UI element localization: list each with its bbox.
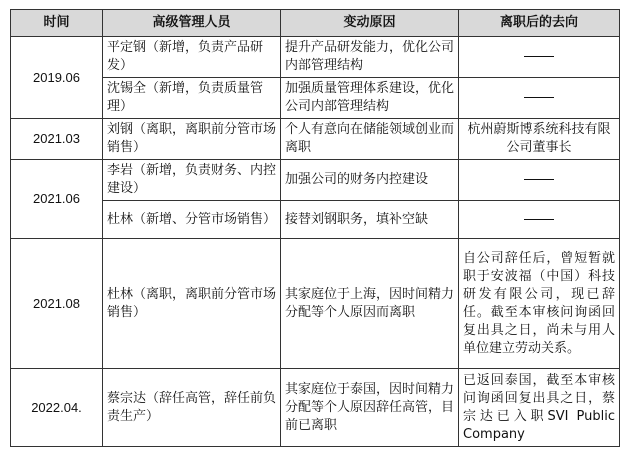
manager-cell: 杜林（新增、分管市场销售） xyxy=(103,201,281,239)
table-container xyxy=(10,9,619,447)
header-row xyxy=(11,10,620,37)
header-manager: 高级管理人员 xyxy=(103,10,281,37)
reason-cell: 接替刘钢职务，填补空缺 xyxy=(281,201,459,239)
reason-cell: 其家庭位于上海，因时间精力分配等个人原因而离职 xyxy=(281,239,459,369)
header-destination: 离职后的去向 xyxy=(459,10,620,37)
time-cell: 2019.06 xyxy=(11,37,103,119)
manager-cell: 沈锡全（新增，负责质量管理） xyxy=(103,78,281,119)
destination-cell: 杭州蔚斯博系统科技有限公司董事长 xyxy=(459,119,620,160)
manager-cell: 李岩（新增，负责财务、内控建设） xyxy=(103,160,281,201)
manager-cell: 刘钢（离职，离职前分管市场销售） xyxy=(103,119,281,160)
destination-cell: 自公司辞任后，曾短暂就职于安波福（中国）科技研发有限公司，现已辞任。截至本审核问询函回复出具之日，尚未与用人单位建立劳动关系。 xyxy=(459,239,620,369)
destination-cell xyxy=(459,160,620,201)
time-cell: 2021.08 xyxy=(11,239,103,369)
manager-cell: 蔡宗达（辞任高管，辞任前负责生产） xyxy=(103,369,281,447)
manager-cell: 杜林（离职，离职前分管市场销售） xyxy=(103,239,281,369)
reason-cell: 个人有意向在储能领域创业而离职 xyxy=(281,119,459,160)
table-row xyxy=(11,160,620,201)
management-change-table xyxy=(10,9,620,447)
manager-cell: 平定钢（新增，负责产品研发） xyxy=(103,37,281,78)
dash-mark xyxy=(524,179,554,180)
table-row xyxy=(11,37,620,78)
dash-mark xyxy=(524,97,554,98)
destination-cell xyxy=(459,201,620,239)
dash-mark xyxy=(524,219,554,220)
header-time: 时间 xyxy=(11,10,103,37)
table-row xyxy=(11,201,620,239)
reason-cell: 加强质量管理体系建设，优化公司内部管理结构 xyxy=(281,78,459,119)
reason-cell: 提升产品研发能力，优化公司内部管理结构 xyxy=(281,37,459,78)
time-cell: 2021.03 xyxy=(11,119,103,160)
table-row xyxy=(11,119,620,160)
table-row xyxy=(11,78,620,119)
destination-cell: 已返回泰国，截至本审核问询函回复出具之日，蔡宗达已入职SVI Public Company xyxy=(459,369,620,447)
table-row xyxy=(11,369,620,447)
reason-cell: 其家庭位于泰国，因时间精力分配等个人原因辞任高管，目前已离职 xyxy=(281,369,459,447)
reason-cell: 加强公司的财务内控建设 xyxy=(281,160,459,201)
time-cell: 2022.04. xyxy=(11,369,103,447)
header-reason: 变动原因 xyxy=(281,10,459,37)
destination-cell xyxy=(459,37,620,78)
table-row xyxy=(11,239,620,369)
destination-cell xyxy=(459,78,620,119)
time-cell: 2021.06 xyxy=(11,160,103,239)
dash-mark xyxy=(524,56,554,57)
